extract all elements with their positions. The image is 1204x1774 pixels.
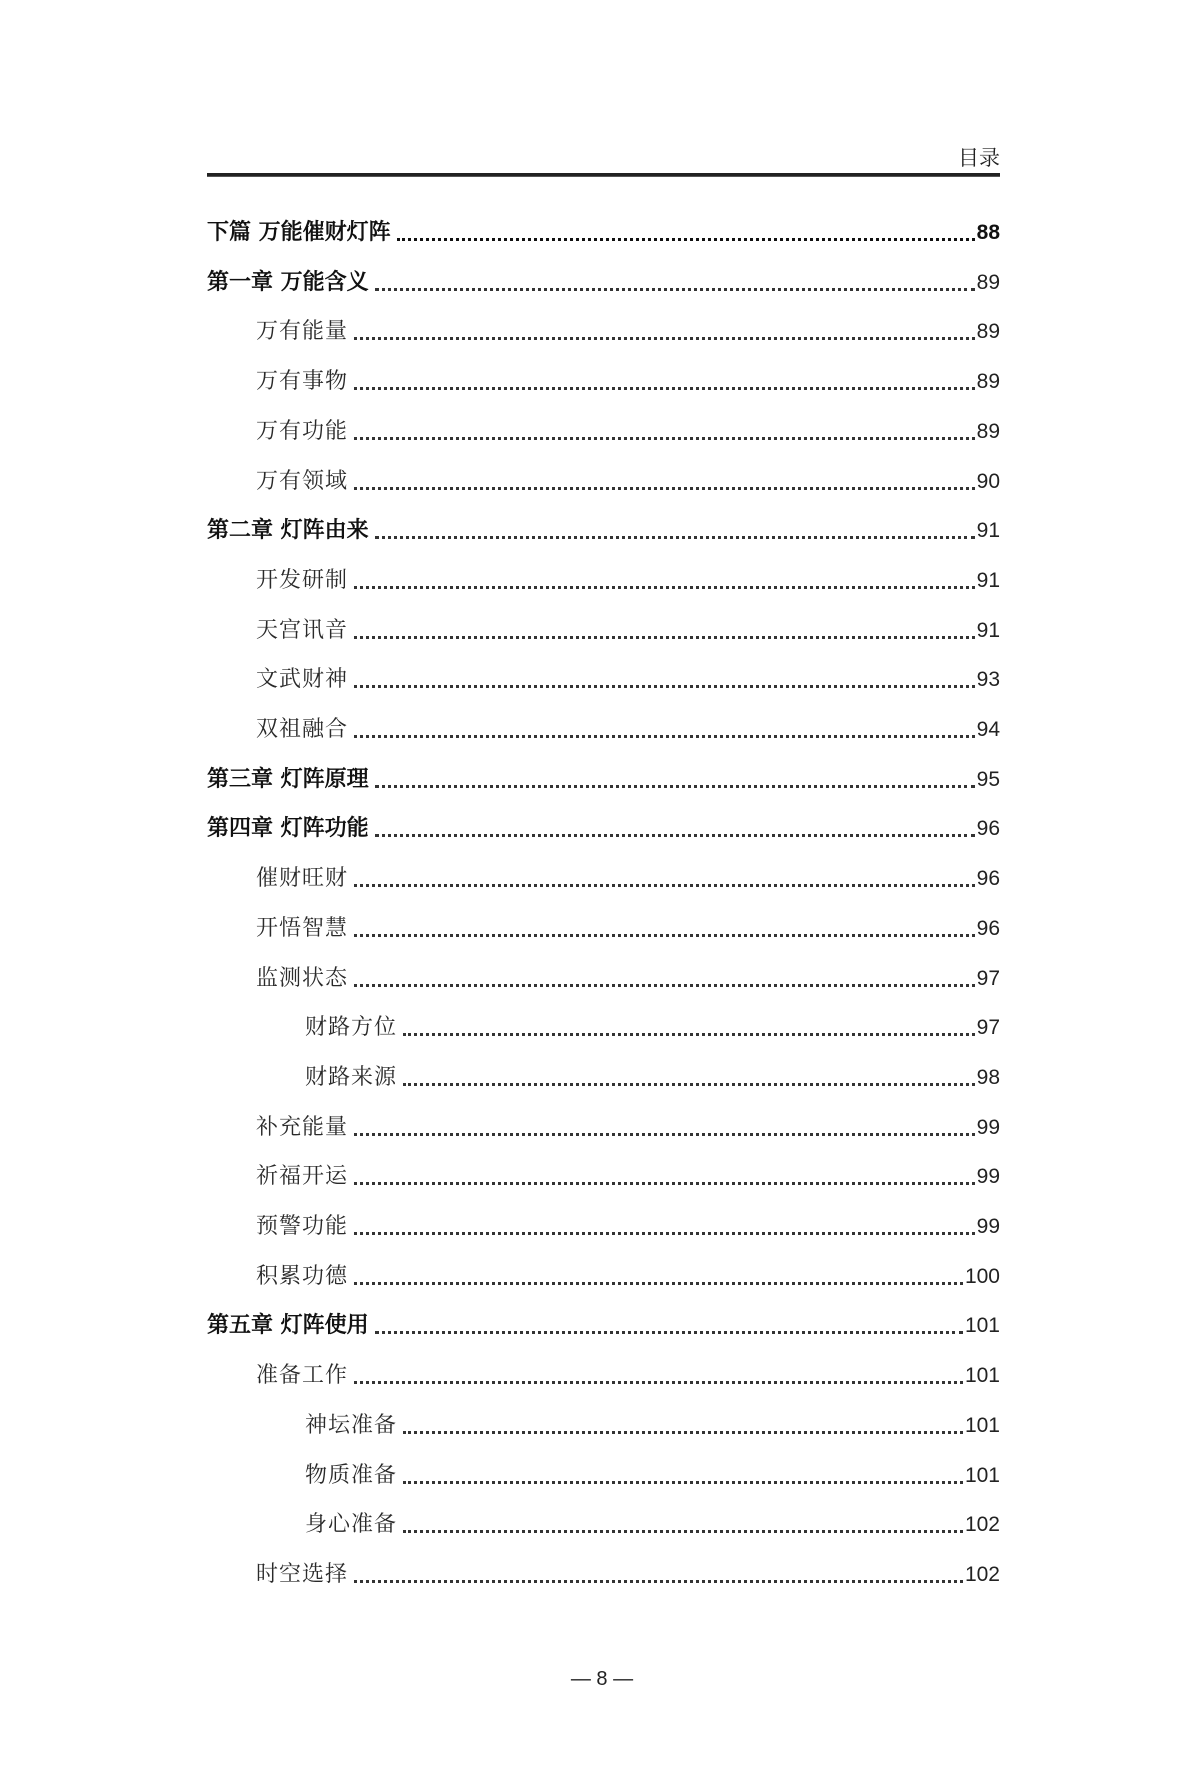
toc-entry-title: 天宫讯音 — [256, 618, 349, 643]
toc-entry-title: 第一章 万能含义 — [207, 270, 369, 295]
toc-entry-title: 万有领域 — [256, 469, 349, 494]
toc-entry-title: 开悟智慧 — [256, 916, 349, 941]
toc-entry-page-number: 99 — [976, 1116, 1000, 1139]
toc-entry-title: 万有事物 — [256, 369, 349, 394]
header-rule — [207, 173, 1000, 177]
toc-entry[interactable] — [256, 1206, 1000, 1242]
toc-dot-leader — [354, 487, 975, 490]
toc-dot-leader — [403, 1530, 963, 1533]
toc-entry[interactable] — [207, 759, 1000, 795]
toc-entry-title: 监测状态 — [256, 966, 349, 991]
toc-entry-page-number: 97 — [976, 967, 1000, 990]
toc-entry-page-number: 101 — [964, 1314, 1000, 1337]
toc-dot-leader — [354, 1133, 975, 1136]
toc-entry[interactable] — [256, 1554, 1000, 1590]
toc-entry[interactable] — [305, 1057, 1000, 1093]
toc-entry-title: 身心准备 — [305, 1512, 398, 1537]
toc-entry-page-number: 101 — [964, 1464, 1000, 1487]
toc-entry-page-number: 101 — [964, 1364, 1000, 1387]
toc-dot-leader — [354, 1381, 963, 1384]
toc-entry-page-number: 91 — [976, 519, 1000, 542]
toc-entry-page-number: 99 — [976, 1165, 1000, 1188]
toc-dot-leader — [403, 1431, 963, 1434]
toc-entry[interactable] — [305, 1504, 1000, 1540]
toc-dot-leader — [403, 1033, 975, 1036]
toc-entry-page-number: 89 — [976, 320, 1000, 343]
toc-entry[interactable] — [305, 1405, 1000, 1441]
toc-entry[interactable] — [256, 560, 1000, 596]
toc-entry[interactable] — [256, 311, 1000, 347]
toc-entry-title: 第三章 灯阵原理 — [207, 767, 369, 792]
toc-dot-leader — [354, 1232, 975, 1235]
toc-entry-title: 物质准备 — [305, 1463, 398, 1488]
toc-entry-title: 准备工作 — [256, 1363, 349, 1388]
toc-entry-page-number: 91 — [976, 619, 1000, 642]
toc-dot-leader — [403, 1481, 963, 1484]
toc-entry[interactable] — [305, 1007, 1000, 1043]
toc-entry[interactable] — [256, 461, 1000, 497]
toc-entry-page-number: 90 — [976, 470, 1000, 493]
toc-dot-leader — [354, 586, 975, 589]
toc-entry-page-number: 96 — [976, 867, 1000, 890]
toc-entry[interactable] — [256, 858, 1000, 894]
toc-dot-leader — [354, 1580, 963, 1583]
toc-entry-page-number: 102 — [964, 1563, 1000, 1586]
toc-entry-page-number: 99 — [976, 1215, 1000, 1238]
toc-dot-leader — [354, 337, 975, 340]
toc-entry[interactable] — [256, 361, 1000, 397]
toc-entry-page-number: 89 — [976, 271, 1000, 294]
toc-dot-leader — [375, 536, 975, 539]
toc-entry-page-number: 89 — [976, 420, 1000, 443]
toc-entry[interactable] — [256, 659, 1000, 695]
toc-dot-leader — [354, 1182, 975, 1185]
toc-dot-leader — [354, 387, 975, 390]
toc-entry-title: 预警功能 — [256, 1214, 349, 1239]
toc-entry-page-number: 97 — [976, 1016, 1000, 1039]
toc-entry-page-number: 98 — [976, 1066, 1000, 1089]
toc-entry-title: 文武财神 — [256, 667, 349, 692]
toc-dot-leader — [354, 884, 975, 887]
toc-entry-title: 开发研制 — [256, 568, 349, 593]
toc-entry-title: 催财旺财 — [256, 866, 349, 891]
toc-dot-leader — [354, 437, 975, 440]
toc-entry-title: 财路来源 — [305, 1065, 398, 1090]
toc-entry[interactable] — [207, 212, 1000, 248]
toc-entry[interactable] — [256, 610, 1000, 646]
toc-entry[interactable] — [256, 1355, 1000, 1391]
toc-entry-title: 补充能量 — [256, 1115, 349, 1140]
toc-entry[interactable] — [256, 958, 1000, 994]
toc-entry-title: 时空选择 — [256, 1562, 349, 1587]
toc-entry-page-number: 93 — [976, 668, 1000, 691]
toc-entry-title: 第五章 灯阵使用 — [207, 1313, 369, 1338]
toc-entry-page-number: 96 — [976, 817, 1000, 840]
toc-entry[interactable] — [256, 709, 1000, 745]
toc-entry-page-number: 101 — [964, 1414, 1000, 1437]
toc-entry-page-number: 100 — [964, 1265, 1000, 1288]
toc-entry[interactable] — [256, 1107, 1000, 1143]
toc-entry-page-number: 89 — [976, 370, 1000, 393]
toc-entry[interactable] — [256, 908, 1000, 944]
toc-entry-page-number: 94 — [976, 718, 1000, 741]
toc-dot-leader — [403, 1083, 975, 1086]
toc-entry-title: 下篇 万能催财灯阵 — [207, 220, 391, 245]
toc-entry[interactable] — [256, 1156, 1000, 1192]
page-header-title: 目录 — [958, 146, 1000, 170]
toc-dot-leader — [375, 785, 975, 788]
toc-entry[interactable] — [207, 1305, 1000, 1341]
toc-dot-leader — [354, 636, 975, 639]
toc-entry-page-number: 88 — [976, 221, 1000, 244]
toc-entry-title: 双祖融合 — [256, 717, 349, 742]
toc-entry[interactable] — [207, 510, 1000, 546]
toc-dot-leader — [354, 934, 975, 937]
toc-dot-leader — [354, 735, 975, 738]
toc-entry-title: 万有功能 — [256, 419, 349, 444]
toc-entry[interactable] — [207, 808, 1000, 844]
toc-entry-title: 第二章 灯阵由来 — [207, 518, 369, 543]
toc-entry[interactable] — [256, 411, 1000, 447]
toc-dot-leader — [375, 1331, 963, 1334]
toc-entry-title: 万有能量 — [256, 319, 349, 344]
toc-dot-leader — [375, 288, 975, 291]
toc-dot-leader — [397, 238, 975, 241]
toc-entry-page-number: 96 — [976, 917, 1000, 940]
toc-dot-leader — [354, 685, 975, 688]
toc-entry-title: 财路方位 — [305, 1015, 398, 1040]
toc-dot-leader — [354, 1282, 963, 1285]
toc-entry[interactable] — [207, 262, 1000, 298]
toc-dot-leader — [375, 834, 975, 837]
toc-dot-leader — [354, 984, 975, 987]
toc-entry[interactable] — [256, 1256, 1000, 1292]
toc-entry-page-number: 102 — [964, 1513, 1000, 1536]
toc-entry[interactable] — [305, 1455, 1000, 1491]
toc-entry-title: 祈福开运 — [256, 1164, 349, 1189]
toc-entry-title: 神坛准备 — [305, 1413, 398, 1438]
toc-entry-title: 积累功德 — [256, 1264, 349, 1289]
toc-entry-page-number: 91 — [976, 569, 1000, 592]
page-number: — 8 — — [570, 1668, 634, 1690]
toc-entry-page-number: 95 — [976, 768, 1000, 791]
toc-entry-title: 第四章 灯阵功能 — [207, 816, 369, 841]
